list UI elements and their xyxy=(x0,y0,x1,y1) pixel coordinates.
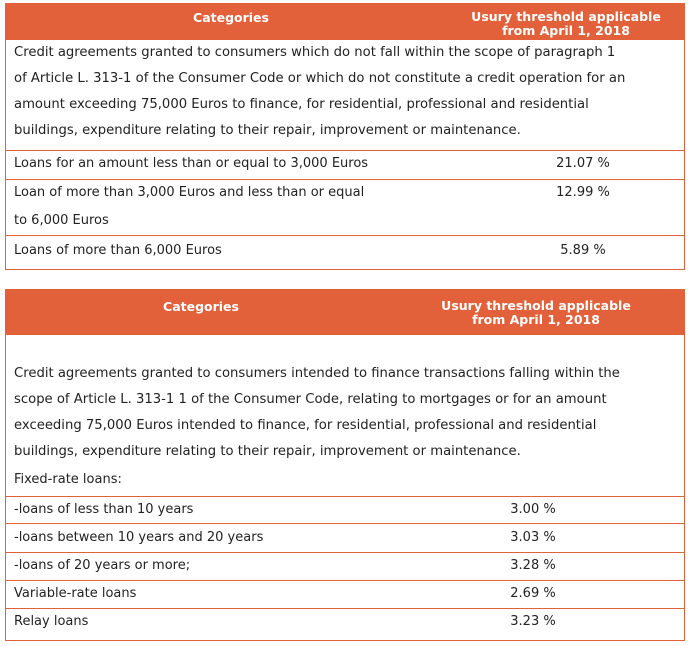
table-row xyxy=(6,523,684,552)
intro-line: Credit agreements granted to consumers which do not fall within the scope of paragraph 1 xyxy=(14,45,616,60)
table-row xyxy=(6,150,684,179)
usury-table-mortgage-credit xyxy=(5,289,685,641)
row-label: Loan of more than 3,000 Euros and less than or equal xyxy=(14,185,365,200)
intro-line: amount exceeding 75,000 Euros to finance, for residential, professional and residential xyxy=(14,97,589,112)
row-label: Relay loans xyxy=(14,614,89,629)
intro-line: scope of Article L. 313-1 1 of the Consumer Code, relating to mortgages or for an amount xyxy=(14,392,607,407)
row-value: 2.69 % xyxy=(510,586,556,601)
intro-paragraph xyxy=(14,361,676,465)
fixed-rate-heading-row xyxy=(6,468,684,494)
header-categories: Categories xyxy=(193,10,269,25)
intro-line: of Article L. 313-1 of the Consumer Code or which do not constitute a credit operation for an xyxy=(14,71,626,86)
table-row xyxy=(6,552,684,580)
row-label: -loans of less than 10 years xyxy=(14,502,194,517)
table-row xyxy=(6,608,684,639)
row-label: Variable-rate loans xyxy=(14,586,137,601)
row-label: Loans for an amount less than or equal to 3,000 Euros xyxy=(14,156,369,171)
row-label: Loans of more than 6,000 Euros xyxy=(14,243,222,258)
table-row xyxy=(6,496,684,523)
header-threshold-line1: Usury threshold applicable xyxy=(471,9,661,24)
table-row xyxy=(6,580,684,608)
row-label: -loans between 10 years and 20 years xyxy=(14,530,264,545)
table-row xyxy=(6,179,684,235)
row-value: 3.03 % xyxy=(510,530,556,545)
header-threshold-line2: from April 1, 2018 xyxy=(472,312,600,327)
intro-line: buildings, expenditure relating to their repair, improvement or maintenance. xyxy=(14,123,521,138)
header-threshold xyxy=(416,299,656,327)
header-threshold xyxy=(446,10,686,38)
row-label: -loans of 20 years or more; xyxy=(14,558,191,573)
row-value: 3.00 % xyxy=(510,502,556,517)
table-row xyxy=(6,235,684,269)
intro-line: Credit agreements granted to consumers intended to finance transactions falling within the xyxy=(14,366,620,381)
header-threshold-line1: Usury threshold applicable xyxy=(441,298,631,313)
row-value: 12.99 % xyxy=(556,185,610,200)
fixed-rate-label: Fixed-rate loans: xyxy=(14,472,122,487)
usury-table-consumer-credit xyxy=(5,3,685,270)
row-value: 3.23 % xyxy=(510,614,556,629)
row-value: 3.28 % xyxy=(510,558,556,573)
intro-line: exceeding 75,000 Euros intended to finance, for residential, professional and residential xyxy=(14,418,597,433)
intro-paragraph xyxy=(14,40,676,144)
row-label-continued: to 6,000 Euros xyxy=(14,213,109,228)
table-header xyxy=(6,4,684,40)
row-value: 5.89 % xyxy=(560,243,606,258)
intro-line: buildings, expenditure relating to their repair, improvement or maintenance. xyxy=(14,444,521,459)
row-value: 21.07 % xyxy=(556,156,610,171)
table-header xyxy=(6,290,684,335)
header-categories: Categories xyxy=(163,299,239,314)
header-threshold-line2: from April 1, 2018 xyxy=(502,23,630,38)
